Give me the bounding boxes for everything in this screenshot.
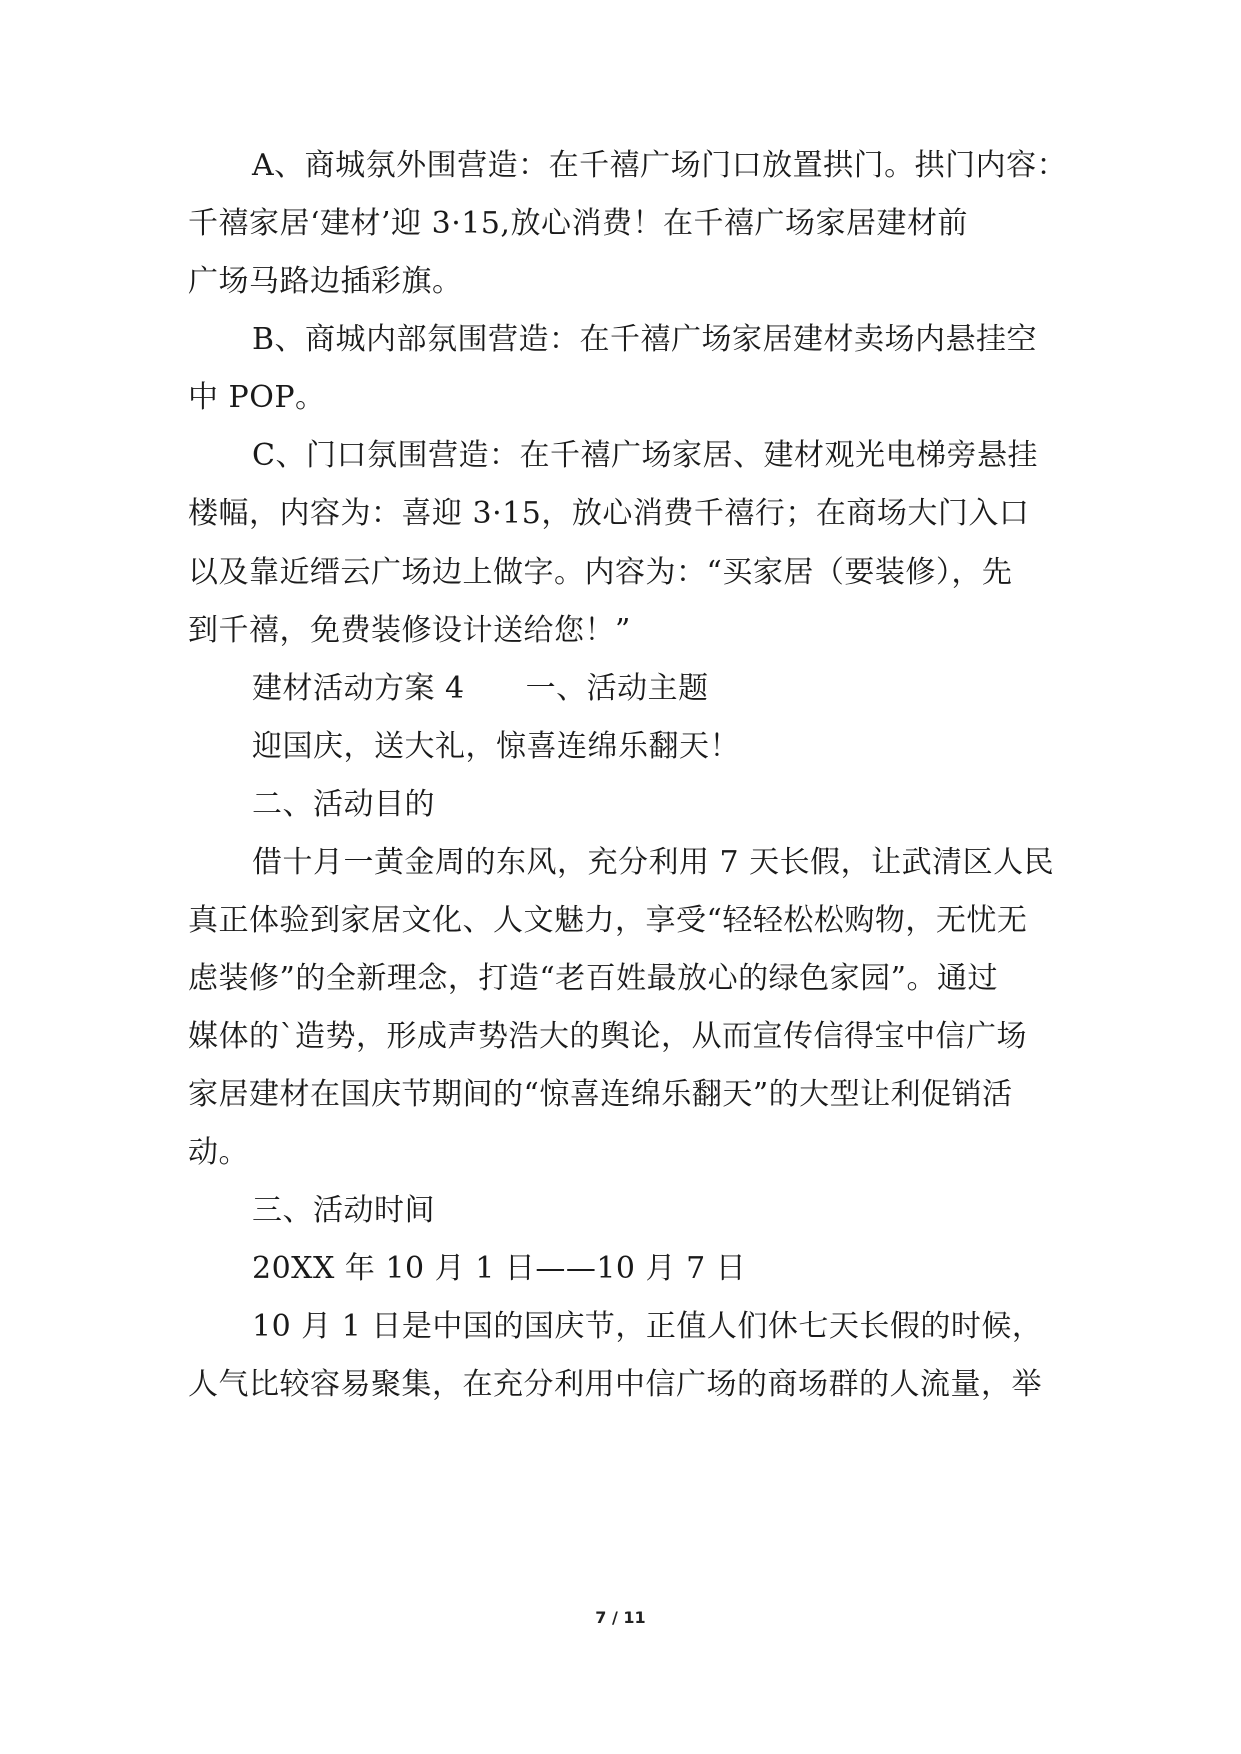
paragraph-line: 虑装修”的全新理念，打造“老百姓最放心的绿色家园”。通过 bbox=[188, 961, 999, 996]
paragraph-line: 10 月 1 日是中国的国庆节，正值人们休七天长假的时候， bbox=[252, 1309, 1043, 1344]
paragraph-line: 以及靠近缙云广场边上做字。内容为：“买家居（要装修），先 bbox=[188, 555, 1013, 590]
paragraph-line: 真正体验到家居文化、人文魅力，享受“轻轻松松购物，无忧无 bbox=[188, 903, 1028, 938]
paragraph-line: A、商城氛外围营造：在千禧广场门口放置拱门。拱门内容： bbox=[252, 148, 1068, 183]
paragraph-line: 广场马路边插彩旗。 bbox=[188, 264, 463, 299]
paragraph-line: 到千禧，免费装修设计送给您！” bbox=[188, 613, 631, 648]
paragraph-line: 楼幅，内容为：喜迎 3·15，放心消费千禧行；在商场大门入口 bbox=[188, 496, 1030, 531]
paragraph-line: 千禧家居‘建材’迎 3·15,放心消费！在千禧广场家居建材前 bbox=[188, 206, 968, 241]
section-heading: 三、活动时间 bbox=[252, 1193, 435, 1228]
paragraph-line: 媒体的`造势，形成声势浩大的舆论，从而宣传信得宝中信广场 bbox=[188, 1019, 1027, 1054]
paragraph-line: 中 POP。 bbox=[188, 380, 326, 415]
section-heading: 二、活动目的 bbox=[252, 787, 435, 822]
page-number: 7 / 11 bbox=[595, 1608, 646, 1627]
paragraph-line: 家居建材在国庆节期间的“惊喜连绵乐翻天”的大型让利促销活 bbox=[188, 1077, 1013, 1112]
section-heading: 建材活动方案 4 一、活动主题 bbox=[252, 671, 709, 706]
paragraph-line: 人气比较容易聚集，在充分利用中信广场的商场群的人流量，举 bbox=[188, 1367, 1042, 1402]
paragraph-line: 20XX 年 10 月 1 日——10 月 7 日 bbox=[252, 1251, 747, 1286]
paragraph-line: 借十月一黄金周的东风，充分利用 7 天长假，让武清区人民 bbox=[252, 845, 1055, 880]
paragraph-line: 迎国庆，送大礼，惊喜连绵乐翻天！ bbox=[252, 729, 740, 764]
paragraph-line: C、门口氛围营造：在千禧广场家居、建材观光电梯旁悬挂 bbox=[252, 438, 1038, 473]
paragraph-line: 动。 bbox=[188, 1135, 249, 1170]
paragraph-line: B、商城内部氛围营造：在千禧广场家居建材卖场内悬挂空 bbox=[252, 322, 1038, 357]
